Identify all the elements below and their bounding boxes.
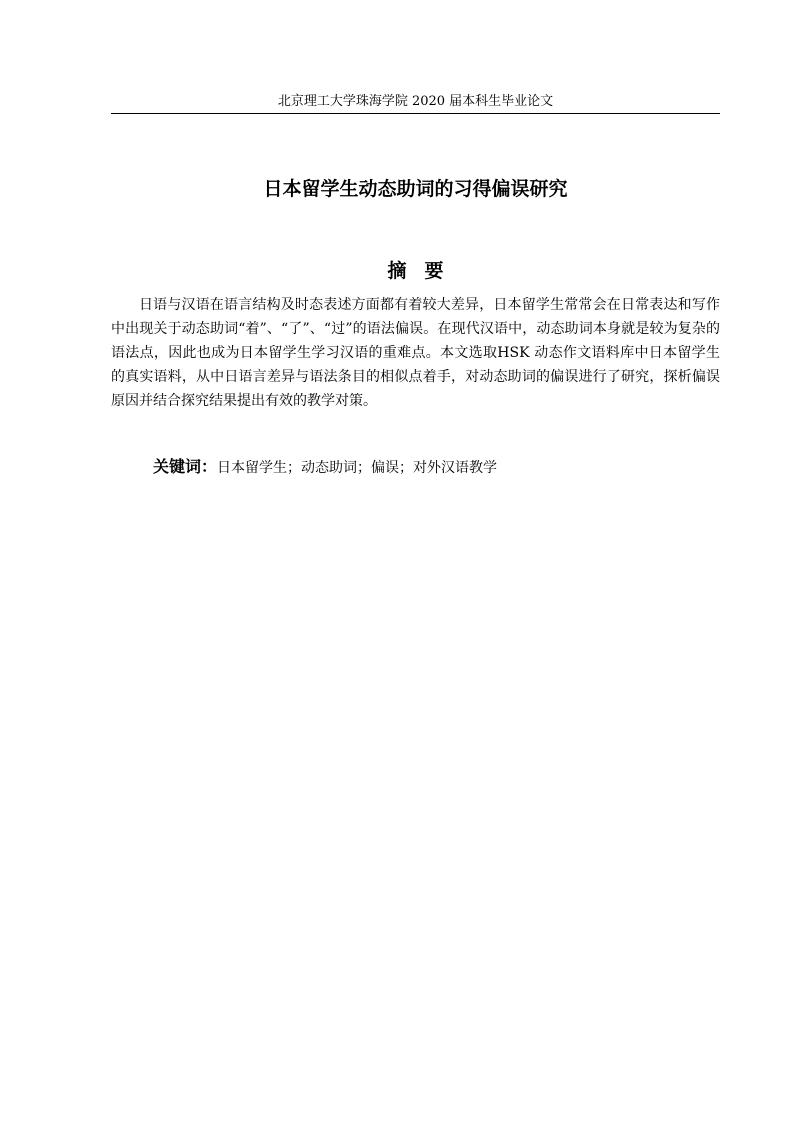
keywords-label: 关键词： [153, 457, 218, 476]
keywords-value: 日本留学生；动态助词；偏误；对外汉语教学 [217, 460, 498, 476]
keywords-line [153, 455, 720, 480]
page-header: 北京理工大学珠海学院 2020 届本科生毕业论文 [111, 92, 720, 114]
paper-title: 日本留学生动态助词的习得偏误研究 [263, 178, 568, 200]
abstract-heading: 摘要 [387, 260, 462, 282]
abstract-body: 日语与汉语在语言结构及时态表述方面都有着较大差异，日本留学生常常会在日常表达和写作中出现关于动态助词“着”、“了”、“过”的语法偏误。在现代汉语中，动态助词本身就是较为复杂的语法点，因此也成为日本留学生学习汉语的重难点。本文选取HSK 动态作文语料库中日本留学生的真实语料，从中日语言差异与语法条目的相似点着手，对动态助词的偏误进行了研究，探析偏误原因并结合探究结果提出有效的教学对策。 [111, 297, 720, 409]
